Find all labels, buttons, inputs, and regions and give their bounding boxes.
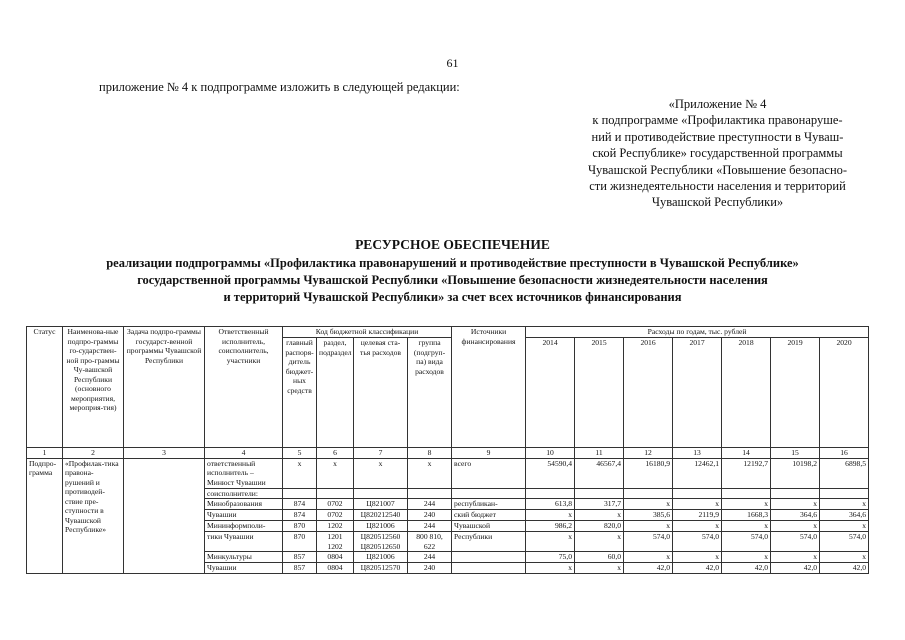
source-cell: республикан- (452, 499, 526, 510)
header-source: Источники финансирования (452, 327, 526, 448)
column-number: 8 (408, 448, 452, 459)
expense-value-cell: x (673, 499, 722, 510)
expense-group-cell: 244 (408, 521, 452, 532)
main-manager-cell: 870 (283, 532, 317, 552)
expense-value-cell: 12192,7 (722, 458, 771, 488)
expense-value-cell: x (771, 521, 820, 532)
expense-value-cell: 613,8 (526, 499, 575, 510)
expense-value-cell: 42,0 (673, 563, 722, 574)
responsible-cell: соисполнители: (205, 488, 283, 499)
source-cell: ский бюджет (452, 510, 526, 521)
column-number: 6 (317, 448, 354, 459)
expense-value-cell: 16180,9 (624, 458, 673, 488)
expense-value-cell: 54590,4 (526, 458, 575, 488)
source-cell: всего (452, 458, 526, 488)
table-header (27, 327, 869, 459)
expense-value-cell: x (673, 552, 722, 563)
expense-value-cell: 986,2 (526, 521, 575, 532)
column-number-row (27, 448, 869, 459)
expense-value-cell: 42,0 (722, 563, 771, 574)
expense-value-cell: x (722, 552, 771, 563)
expense-value-cell: x (722, 499, 771, 510)
appendix-line: Чувашской Республики» (651, 195, 784, 210)
appendix-line: ний и противодействие преступности в Чуваш- (591, 129, 844, 144)
column-number: 5 (283, 448, 317, 459)
expense-value-cell: x (673, 521, 722, 532)
expense-value-cell (722, 488, 771, 499)
column-number: 3 (124, 448, 205, 459)
main-manager-cell: x (283, 458, 317, 488)
source-cell (452, 552, 526, 563)
target-item-cell (354, 488, 408, 499)
main-manager-cell: 857 (283, 552, 317, 563)
responsible-cell: Минобразования (205, 499, 283, 510)
resource-table (26, 326, 869, 574)
source-cell (452, 488, 526, 499)
target-item-cell: Ц821006 (354, 521, 408, 532)
expense-value-cell: 574,0 (722, 532, 771, 552)
program-name-cell: «Профилак-тика правона-рушений и противодей-ствие пре-ступности в Чувашской Республике» (63, 458, 124, 574)
expense-value-cell: 42,0 (771, 563, 820, 574)
appendix-line: ской Республике» государственной программы (592, 146, 843, 161)
section-cell: x (317, 458, 354, 488)
source-cell: Чувашской (452, 521, 526, 532)
expense-value-cell: 2119,9 (673, 510, 722, 521)
section-cell: 1202 (317, 521, 354, 532)
responsible-cell: тики Чувашии (205, 532, 283, 552)
section-cell: 0702 (317, 510, 354, 521)
section-cell (317, 488, 354, 499)
expense-value-cell: x (820, 521, 869, 532)
expense-value-cell: x (771, 499, 820, 510)
expense-value-cell: x (526, 563, 575, 574)
expense-value-cell: 574,0 (820, 532, 869, 552)
appendix-line: к подпрограмме «Профилактика правонаруше- (592, 113, 843, 128)
header-year: 2018 (722, 338, 771, 448)
header-year: 2017 (673, 338, 722, 448)
status-cell: Подпро-грамма (27, 458, 63, 574)
expense-value-cell (526, 488, 575, 499)
expense-value-cell (771, 488, 820, 499)
expense-value-cell: x (722, 521, 771, 532)
section-cell: 0804 (317, 563, 354, 574)
header-expense-group: группа (подгруп-па) вида расходов (408, 338, 452, 448)
column-number: 4 (205, 448, 283, 459)
column-number: 14 (722, 448, 771, 459)
expense-value-cell (820, 488, 869, 499)
header-status: Статус (27, 327, 63, 448)
expense-value-cell: 385,6 (624, 510, 673, 521)
header-task: Задача подпро-граммы государст-венной программы Чувашской Республики (124, 327, 205, 448)
target-item-cell: x (354, 458, 408, 488)
column-number: 13 (673, 448, 722, 459)
expense-value-cell: 574,0 (673, 532, 722, 552)
appendix-line: Чувашской Республики «Повышение безопасно- (587, 162, 848, 177)
expense-value-cell: 1668,3 (722, 510, 771, 521)
expense-value-cell: x (624, 521, 673, 532)
appendix-line: сти жизнедеятельности населения и территорий (589, 179, 846, 194)
expense-value-cell: 12462,1 (673, 458, 722, 488)
main-manager-cell: 874 (283, 499, 317, 510)
expense-value-cell: x (820, 499, 869, 510)
subtitle-line: реализации подпрограммы «Профилактика правонарушений и противодействие преступности в Чувашской Республике» (106, 256, 799, 270)
expense-value-cell: 42,0 (820, 563, 869, 574)
column-number: 7 (354, 448, 408, 459)
expense-group-cell: 244 (408, 552, 452, 563)
expense-value-cell: 75,0 (526, 552, 575, 563)
responsible-cell: Чувашии (205, 510, 283, 521)
expense-value-cell: x (575, 510, 624, 521)
expense-value-cell: x (575, 532, 624, 552)
expense-group-cell: x (408, 458, 452, 488)
expense-group-cell: 800 810, 622 (408, 532, 452, 552)
header-expenses: Расходы по годам, тыс. рублей (526, 327, 869, 338)
expense-value-cell: 60,0 (575, 552, 624, 563)
section-cell: 0804 (317, 552, 354, 563)
expense-value-cell: x (624, 499, 673, 510)
subtitle-line: государственной программы Чувашской Республики «Повышение безопасности жизнедеятельности населения (137, 273, 768, 287)
main-manager-cell (283, 488, 317, 499)
table-row (27, 458, 869, 488)
target-item-cell: Ц820512560 Ц820512650 (354, 532, 408, 552)
header-main-manager: главный распоря-дитель бюджет-ных средств (283, 338, 317, 448)
main-manager-cell: 857 (283, 563, 317, 574)
expense-group-cell (408, 488, 452, 499)
header-year: 2019 (771, 338, 820, 448)
expense-value-cell: 317,7 (575, 499, 624, 510)
column-number: 12 (624, 448, 673, 459)
responsible-cell: Минкультуры (205, 552, 283, 563)
appendix-line: «Приложение № 4 (668, 97, 767, 111)
expense-value-cell (673, 488, 722, 499)
header-budget-code: Код бюджетной классификации (283, 327, 452, 338)
header-year: 2014 (526, 338, 575, 448)
target-item-cell: Ц820512570 (354, 563, 408, 574)
column-number: 15 (771, 448, 820, 459)
main-manager-cell: 870 (283, 521, 317, 532)
responsible-cell: Мининформполи- (205, 521, 283, 532)
header-year: 2015 (575, 338, 624, 448)
source-cell (452, 563, 526, 574)
target-item-cell: Ц820212540 (354, 510, 408, 521)
document-heading (0, 237, 905, 306)
column-number: 1 (27, 448, 63, 459)
main-manager-cell: 874 (283, 510, 317, 521)
expense-value-cell: 574,0 (771, 532, 820, 552)
expense-value-cell: x (771, 552, 820, 563)
expense-value-cell: 6898,5 (820, 458, 869, 488)
section-cell: 0702 (317, 499, 354, 510)
task-cell (124, 458, 205, 574)
column-number: 9 (452, 448, 526, 459)
target-item-cell: Ц821006 (354, 552, 408, 563)
subtitle-line: и территорий Чувашской Республики» за счет всех источников финансирования (223, 290, 682, 304)
expense-value-cell: 42,0 (624, 563, 673, 574)
column-number: 11 (575, 448, 624, 459)
section-cell: 1201 1202 (317, 532, 354, 552)
expense-group-cell: 240 (408, 563, 452, 574)
header-name: Наименова-ные подпро-граммы го-сударствен-ной про-граммы Чу-вашской Республики (основного мероприятия, мероприя-тия) (63, 327, 124, 448)
expense-group-cell: 240 (408, 510, 452, 521)
expense-value-cell: x (820, 552, 869, 563)
expense-group-cell: 244 (408, 499, 452, 510)
intro-line: приложение № 4 к подпрограмме изложить в следующей редакции: (99, 80, 460, 94)
document-title: РЕСУРСНОЕ ОБЕСПЕЧЕНИЕ (355, 237, 550, 252)
responsible-cell: Чувашии (205, 563, 283, 574)
target-item-cell: Ц821007 (354, 499, 408, 510)
expense-value-cell: 364,6 (820, 510, 869, 521)
column-number: 16 (820, 448, 869, 459)
expense-value-cell: x (526, 532, 575, 552)
column-number: 2 (63, 448, 124, 459)
responsible-cell: ответственный исполнитель – Минюст Чувашии (205, 458, 283, 488)
expense-value-cell: 364,6 (771, 510, 820, 521)
header-responsible: Ответственный исполнитель, соисполнитель, участники (205, 327, 283, 448)
appendix-header (560, 96, 875, 211)
column-number: 10 (526, 448, 575, 459)
header-year: 2020 (820, 338, 869, 448)
page-number: 61 (446, 56, 459, 70)
expense-value-cell: x (575, 563, 624, 574)
table-body (27, 458, 869, 574)
expense-value-cell: 46567,4 (575, 458, 624, 488)
header-target-item: целевая ста-тья расходов (354, 338, 408, 448)
expense-value-cell: x (526, 510, 575, 521)
expense-value-cell (624, 488, 673, 499)
source-cell: Республики (452, 532, 526, 552)
header-section: раздел, подраздел (317, 338, 354, 448)
header-year: 2016 (624, 338, 673, 448)
expense-value-cell (575, 488, 624, 499)
expense-value-cell: x (624, 552, 673, 563)
expense-value-cell: 574,0 (624, 532, 673, 552)
expense-value-cell: 820,0 (575, 521, 624, 532)
expense-value-cell: 10198,2 (771, 458, 820, 488)
